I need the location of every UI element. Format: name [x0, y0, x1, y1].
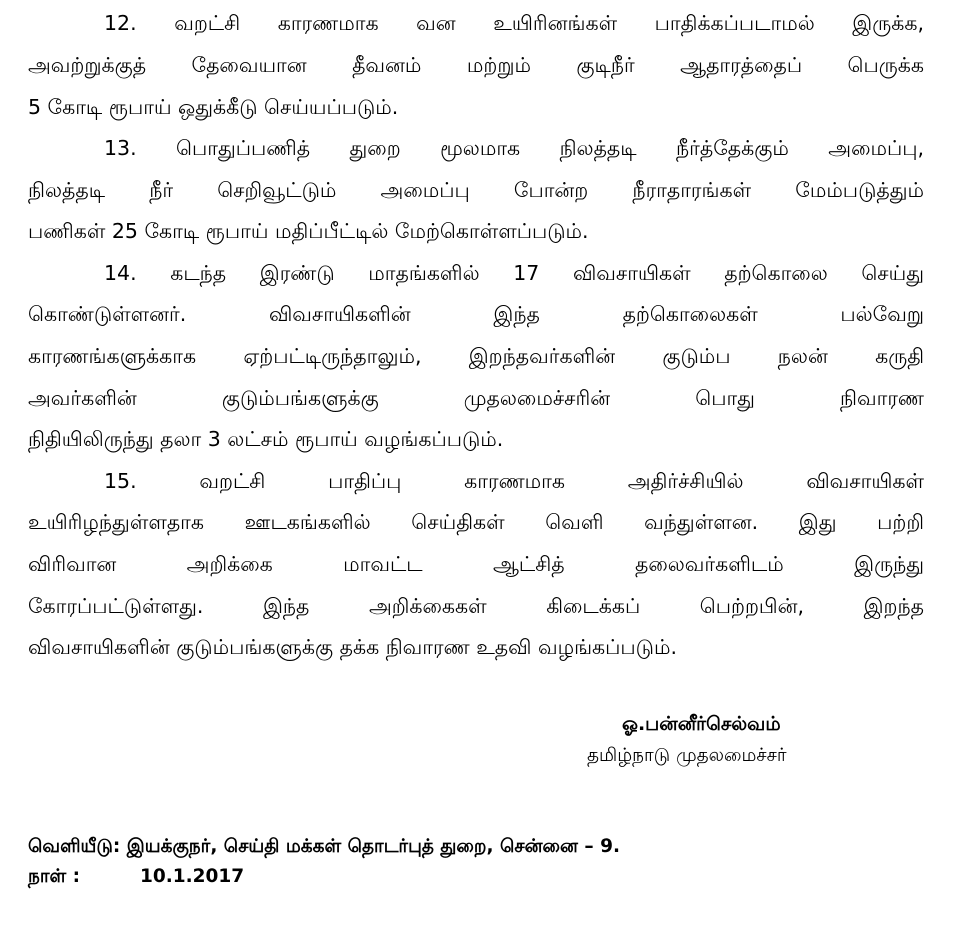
para-15-line-3: விரிவான அறிக்கை மாவட்ட ஆட்சித் தலைவர்களிடம் இருந்து — [28, 552, 924, 576]
para-13-line-1: 13. பொதுப்பணித் துறை மூலமாக நிலத்தடி நீர்த்தேக்கும் அமைப்பு, — [104, 136, 924, 160]
signatory-name: ஓ.பன்னீர்செல்வம் — [622, 713, 781, 735]
para-13-line-2: நிலத்தடி நீர் செறிவூட்டும் அமைப்பு போன்ற நீராதாரங்கள் மேம்படுத்தும் — [28, 178, 924, 202]
date-label: நாள் : — [28, 866, 81, 887]
para-13-line-3: பணிகள் 25 கோடி ரூபாய் மதிப்பீட்டில் மேற்கொள்ளப்படும். — [28, 219, 589, 243]
date-value: 10.1.2017 — [140, 866, 245, 887]
para-15-line-5: விவசாயிகளின் குடும்பங்களுக்கு தக்க நிவாரண உதவி வழங்கப்படும். — [28, 635, 677, 659]
para-14-line-4: அவர்களின் குடும்பங்களுக்கு முதலமைச்சரின் பொது நிவாரண — [28, 386, 924, 410]
para-15-line-4: கோரப்பட்டுள்ளது. இந்த அறிக்கைகள் கிடைக்கப் பெற்றபின், இறந்த — [28, 594, 924, 618]
para-14-line-2: கொண்டுள்ளனர். விவசாயிகளின் இந்த தற்கொலைகள் பல்வேறு — [28, 302, 924, 326]
para-14-line-1: 14. கடந்த இரண்டு மாதங்களில் 17 விவசாயிகள் தற்கொலை செய்து — [104, 261, 924, 285]
signatory-title: தமிழ்நாடு முதலமைச்சர் — [587, 745, 787, 766]
para-14-line-5: நிதியிலிருந்து தலா 3 லட்சம் ரூபாய் வழங்கப்படும். — [28, 427, 504, 451]
para-14-line-3: காரணங்களுக்காக ஏற்பட்டிருந்தாலும், இறந்தவர்களின் குடும்ப நலன் கருதி — [28, 344, 924, 368]
para-12-line-3: 5 கோடி ரூபாய் ஒதுக்கீடு செய்யப்படும். — [28, 95, 399, 119]
para-15-line-1: 15. வறட்சி பாதிப்பு காரணமாக அதிர்ச்சியில் விவசாயிகள் — [104, 469, 924, 493]
para-12-line-2: அவற்றுக்குத் தேவையான தீவனம் மற்றும் குடிநீர் ஆதாரத்தைப் பெருக்க — [28, 53, 924, 77]
para-12-line-1: 12. வறட்சி காரணமாக வன உயிரினங்கள் பாதிக்கப்படாமல் இருக்க, — [104, 11, 924, 35]
release-info: வெளியீடு: இயக்குநர், செய்தி மக்கள் தொடர்புத் துறை, சென்னை – 9. — [28, 836, 621, 857]
para-15-line-2: உயிரிழந்துள்ளதாக ஊடகங்களில் செய்திகள் வெளி வந்துள்ளன. இது பற்றி — [28, 510, 924, 534]
